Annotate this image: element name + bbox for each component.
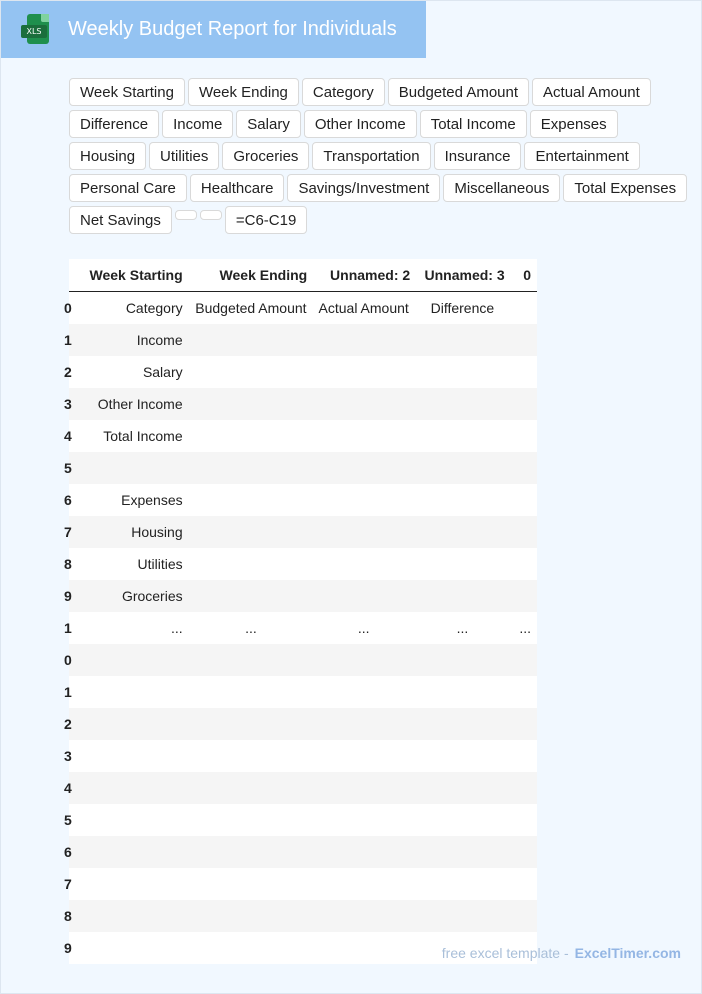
table-cell [510, 708, 537, 740]
row-index: 4 [69, 420, 78, 452]
table-cell [312, 356, 415, 388]
table-cell [415, 356, 509, 388]
table-cell: Difference [415, 292, 509, 325]
tag-chip[interactable]: Groceries [222, 142, 309, 170]
data-table [64, 259, 537, 964]
table-cell [78, 804, 189, 836]
table-row [69, 868, 537, 900]
table-cell [415, 484, 509, 516]
table-row [69, 292, 537, 325]
table-cell [415, 388, 509, 420]
row-index: 9 [69, 580, 78, 612]
table-cell [312, 932, 415, 964]
table-row [69, 516, 537, 548]
table-cell: Income [78, 324, 189, 356]
column-header [69, 259, 78, 292]
tag-chip[interactable]: Insurance [434, 142, 522, 170]
table-cell [312, 324, 415, 356]
tag-chip[interactable]: Other Income [304, 110, 417, 138]
column-header: 0 [510, 259, 537, 292]
tag-chip[interactable]: Actual Amount [532, 78, 651, 106]
row-index: 8 [69, 900, 78, 932]
row-index: 4 [69, 772, 78, 804]
table-cell [510, 772, 537, 804]
table-cell [189, 324, 313, 356]
table-cell [78, 900, 189, 932]
table-cell [312, 548, 415, 580]
table-cell [189, 548, 313, 580]
xls-file-icon: XLS [21, 14, 51, 46]
table-cell [415, 516, 509, 548]
table-cell [415, 548, 509, 580]
tag-chip[interactable]: Savings/Investment [287, 174, 440, 202]
table-cell [78, 676, 189, 708]
table-cell [510, 676, 537, 708]
row-index: 0 [69, 644, 78, 676]
table-cell [78, 932, 189, 964]
footer-credit [442, 945, 681, 961]
table-cell [312, 420, 415, 452]
row-index: 3 [69, 740, 78, 772]
table-cell: Total Income [78, 420, 189, 452]
table-row [69, 548, 537, 580]
table-cell: ... [312, 612, 415, 644]
tag-chip[interactable]: Miscellaneous [443, 174, 560, 202]
table-row [69, 740, 537, 772]
table-row [69, 452, 537, 484]
table-cell: Actual Amount [312, 292, 415, 325]
table-row [69, 420, 537, 452]
tag-chip[interactable]: Entertainment [524, 142, 639, 170]
row-index: 8 [69, 548, 78, 580]
table-cell [189, 932, 313, 964]
table-cell [312, 516, 415, 548]
table-cell [415, 708, 509, 740]
table-cell [415, 740, 509, 772]
table-cell [312, 676, 415, 708]
table-row [69, 836, 537, 868]
table-cell [312, 900, 415, 932]
table-cell [189, 484, 313, 516]
table-row [69, 388, 537, 420]
table-cell [189, 708, 313, 740]
row-index: 5 [69, 452, 78, 484]
table-row [69, 484, 537, 516]
table-cell: ... [189, 612, 313, 644]
table-cell [415, 836, 509, 868]
table-cell [415, 900, 509, 932]
row-index: 3 [69, 388, 78, 420]
table-cell [189, 740, 313, 772]
table-cell [78, 644, 189, 676]
row-index: 6 [69, 836, 78, 868]
table-cell: Budgeted Amount [189, 292, 313, 325]
table-cell [189, 836, 313, 868]
table-row [69, 580, 537, 612]
tag-chip[interactable]: Healthcare [190, 174, 285, 202]
table-cell [312, 740, 415, 772]
column-header: Week Starting [78, 259, 189, 292]
tag-chip[interactable]: Category [302, 78, 385, 106]
tag-chip[interactable]: Transportation [312, 142, 430, 170]
row-index: 0 [69, 292, 78, 325]
tag-chip[interactable]: Week Ending [188, 78, 299, 106]
table-row [69, 804, 537, 836]
row-index: 9 [69, 932, 78, 964]
table-cell [415, 804, 509, 836]
table-cell [189, 420, 313, 452]
table-row [69, 356, 537, 388]
tag-chip[interactable]: Housing [69, 142, 146, 170]
table-cell [510, 868, 537, 900]
table-cell [312, 836, 415, 868]
table-cell [189, 772, 313, 804]
table-cell [312, 388, 415, 420]
table-cell [510, 900, 537, 932]
table-cell [510, 484, 537, 516]
table-cell [189, 388, 313, 420]
table-cell [510, 740, 537, 772]
table-row [69, 644, 537, 676]
table-cell [312, 452, 415, 484]
table-cell [415, 772, 509, 804]
table-cell [510, 836, 537, 868]
table-cell [189, 644, 313, 676]
table-row [69, 612, 537, 644]
tag-chip[interactable]: Personal Care [69, 174, 187, 202]
table-cell [312, 804, 415, 836]
tag-chip[interactable] [200, 210, 222, 220]
table-cell [189, 900, 313, 932]
table-cell [510, 548, 537, 580]
table-cell: Expenses [78, 484, 189, 516]
table-cell [78, 740, 189, 772]
header-banner [1, 1, 426, 58]
table-cell [189, 356, 313, 388]
table-cell [510, 516, 537, 548]
page-title: Weekly Budget Report for Individuals [68, 18, 397, 40]
table-cell: Other Income [78, 388, 189, 420]
table-cell [78, 708, 189, 740]
tag-chip[interactable]: Utilities [149, 142, 219, 170]
keyword-tags [69, 78, 699, 238]
row-index: 2 [69, 356, 78, 388]
table-cell [78, 452, 189, 484]
table-cell [415, 580, 509, 612]
table-cell: ... [415, 612, 509, 644]
table-cell [78, 836, 189, 868]
table-cell: Salary [78, 356, 189, 388]
tag-chip[interactable] [175, 210, 197, 220]
table-cell [510, 804, 537, 836]
table-cell [510, 580, 537, 612]
table-cell [312, 580, 415, 612]
tag-chip[interactable]: Total Expenses [563, 174, 687, 202]
table-cell [312, 644, 415, 676]
table-cell: Utilities [78, 548, 189, 580]
tag-chip[interactable]: Total Income [420, 110, 527, 138]
table-cell [312, 772, 415, 804]
table-cell: Category [78, 292, 189, 325]
table-cell [510, 644, 537, 676]
table-cell [415, 644, 509, 676]
footer-brand[interactable]: ExcelTimer.com [574, 945, 681, 961]
tag-chip[interactable]: =C6-C19 [225, 206, 307, 234]
table-cell [78, 868, 189, 900]
row-index: 1 [69, 324, 78, 356]
tag-chip[interactable]: Budgeted Amount [388, 78, 529, 106]
table-cell [415, 676, 509, 708]
table-cell [510, 356, 537, 388]
table-cell [189, 452, 313, 484]
table-cell: Groceries [78, 580, 189, 612]
table-row [69, 900, 537, 932]
table-cell [189, 804, 313, 836]
tag-chip[interactable]: Income [162, 110, 233, 138]
column-header: Week Ending [189, 259, 313, 292]
row-index: 7 [69, 868, 78, 900]
tag-chip[interactable]: Expenses [530, 110, 618, 138]
table-cell: ... [510, 612, 537, 644]
table-cell [510, 388, 537, 420]
table-row [69, 708, 537, 740]
table-cell [312, 868, 415, 900]
table-cell [189, 868, 313, 900]
table-row [69, 676, 537, 708]
table-cell [510, 292, 537, 325]
tag-chip[interactable]: Net Savings [69, 206, 172, 234]
footer-text: free excel template - [441, 945, 569, 961]
column-header: Unnamed: 3 [415, 259, 509, 292]
row-index: 1 [69, 612, 78, 644]
table-row [69, 324, 537, 356]
table-cell [415, 868, 509, 900]
table-cell [312, 484, 415, 516]
table-cell [189, 580, 313, 612]
row-index: 2 [69, 708, 78, 740]
row-index: 1 [69, 676, 78, 708]
table-cell [189, 516, 313, 548]
tag-chip[interactable]: Week Starting [69, 78, 185, 106]
table-cell [510, 324, 537, 356]
table-cell [189, 676, 313, 708]
row-index: 7 [69, 516, 78, 548]
table-cell: ... [78, 612, 189, 644]
table-cell [415, 420, 509, 452]
table-row [69, 772, 537, 804]
table-cell [415, 324, 509, 356]
tag-chip[interactable]: Salary [236, 110, 301, 138]
table-cell [510, 452, 537, 484]
table-cell [312, 708, 415, 740]
table-cell: Housing [78, 516, 189, 548]
tag-chip[interactable]: Difference [69, 110, 159, 138]
table-cell [415, 452, 509, 484]
column-header: Unnamed: 2 [312, 259, 415, 292]
row-index: 5 [69, 804, 78, 836]
table-cell [510, 420, 537, 452]
table-header-row [69, 259, 537, 292]
row-index: 6 [69, 484, 78, 516]
table-cell [78, 772, 189, 804]
